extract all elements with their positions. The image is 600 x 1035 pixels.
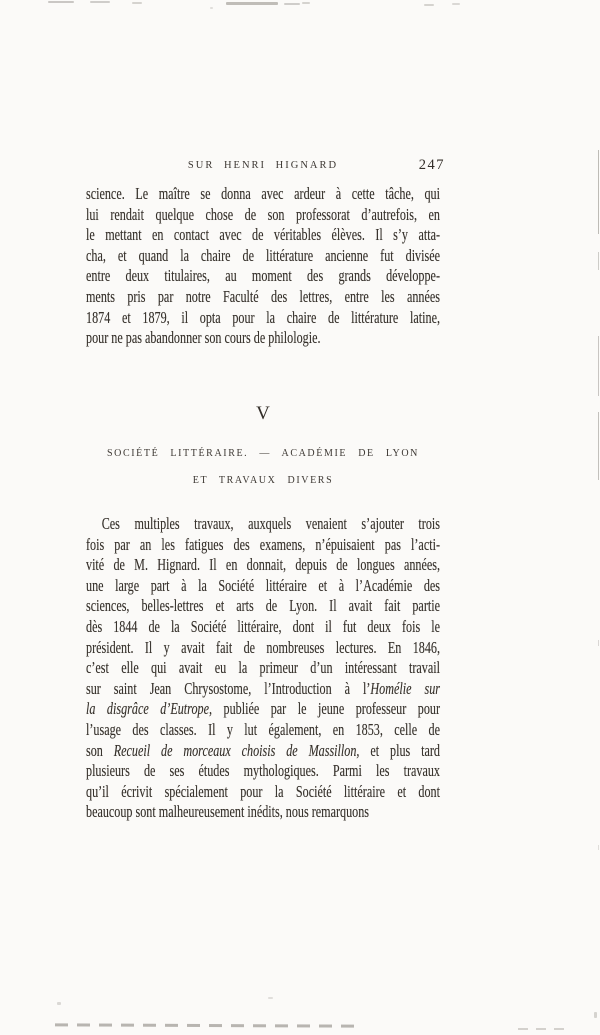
text-line: président. Il y avait fait de nombreuses lectures. En 1846, bbox=[86, 637, 440, 657]
page-edge-line bbox=[598, 640, 600, 646]
text-line: sciences, belles-lettres et arts de Lyon. Il avait fait partie bbox=[86, 596, 440, 616]
text-line: entre deux titulaires, au moment des grands développe- bbox=[86, 266, 440, 286]
text-line: c’est elle qui avait eu la primeur d’un intéressant travail bbox=[86, 658, 440, 678]
text-line: son Recueil de morceaux choisis de Massillon, et plus tard bbox=[86, 740, 440, 760]
paragraph bbox=[86, 184, 440, 349]
text-line: science. Le maître se donna avec ardeur à cette tâche, qui bbox=[86, 184, 440, 203]
scan-mark bbox=[132, 2, 142, 4]
page-number: 247 bbox=[418, 157, 445, 173]
scan-mark bbox=[226, 2, 278, 5]
text-line: beaucoup sont malheureusement inédits, nous remarquons bbox=[86, 802, 370, 822]
text-line: vité de M. Hignard. Il en donnait, depuis de longues années, bbox=[86, 555, 440, 575]
text-line: qu’il écrivit spécialement pour la Société littéraire et dont bbox=[86, 781, 440, 801]
section-numeral: V bbox=[256, 403, 270, 424]
page-edge-dashes bbox=[518, 1028, 570, 1030]
scan-mark bbox=[284, 3, 300, 5]
running-title: SUR HENRI HIGNARD bbox=[187, 160, 339, 171]
running-head bbox=[86, 157, 445, 180]
text-line: pour ne pas abandonner son cours de philologie. bbox=[86, 328, 321, 348]
text-line: ments pris par notre Faculté des lettres, entre les années bbox=[86, 286, 440, 306]
scan-mark bbox=[57, 1002, 61, 1005]
text-line: l’usage des classes. Il y lut également, en 1853, celle de bbox=[86, 719, 440, 739]
section-title-line-1: SOCIÉTÉ LITTÉRAIRE. — ACADÉMIE DE LYON bbox=[107, 448, 419, 459]
text-line: fois par an les fatigues des examens, n’épuisaient pas l’acti- bbox=[86, 534, 440, 554]
page-edge-dashes bbox=[55, 1023, 357, 1027]
page-edge-line bbox=[598, 150, 600, 234]
text-line: une large part à la Société littéraire et à l’Académie des bbox=[86, 575, 440, 595]
text-line: sur saint Jean Chrysostome, l’Introduction à l’Homélie sur bbox=[86, 678, 441, 698]
text-line: cha, et quand la chaire de littérature ancienne fut divisée bbox=[86, 245, 440, 265]
text-line: 1874 et 1879, il opta pour la chaire de littérature latine, bbox=[86, 307, 440, 327]
text-line: dès 1844 de la Société littéraire, dont il fut deux fois le bbox=[86, 616, 440, 636]
scan-mark bbox=[90, 1, 110, 3]
scan-mark bbox=[210, 7, 213, 9]
text-line: la disgrâce d’Eutrope, publiée par le jeune professeur pour bbox=[86, 699, 440, 719]
text-line: le mettant en contact avec de véritables élèves. Il s’y atta- bbox=[86, 225, 440, 245]
page-edge-line bbox=[598, 412, 600, 480]
page-edge-line bbox=[598, 252, 600, 270]
scan-mark bbox=[48, 1, 74, 3]
text-line: Ces multiples travaux, auxquels venaient s’ajouter trois bbox=[101, 514, 440, 533]
page-edge-line bbox=[598, 336, 600, 396]
scan-mark bbox=[594, 1012, 597, 1018]
text-line: plusieurs de ses études mythologiques. Parmi les travaux bbox=[86, 761, 440, 781]
scan-mark bbox=[452, 3, 460, 5]
scan-mark bbox=[268, 997, 273, 999]
paragraph bbox=[86, 514, 440, 823]
text-line: lui rendait quelque chose de son professorat d’autrefois, en bbox=[86, 204, 440, 224]
section-title-line-2: ET TRAVAUX DIVERS bbox=[192, 475, 334, 486]
scan-mark bbox=[424, 4, 434, 6]
page-edge-line bbox=[598, 845, 600, 850]
scan-mark bbox=[302, 2, 310, 4]
